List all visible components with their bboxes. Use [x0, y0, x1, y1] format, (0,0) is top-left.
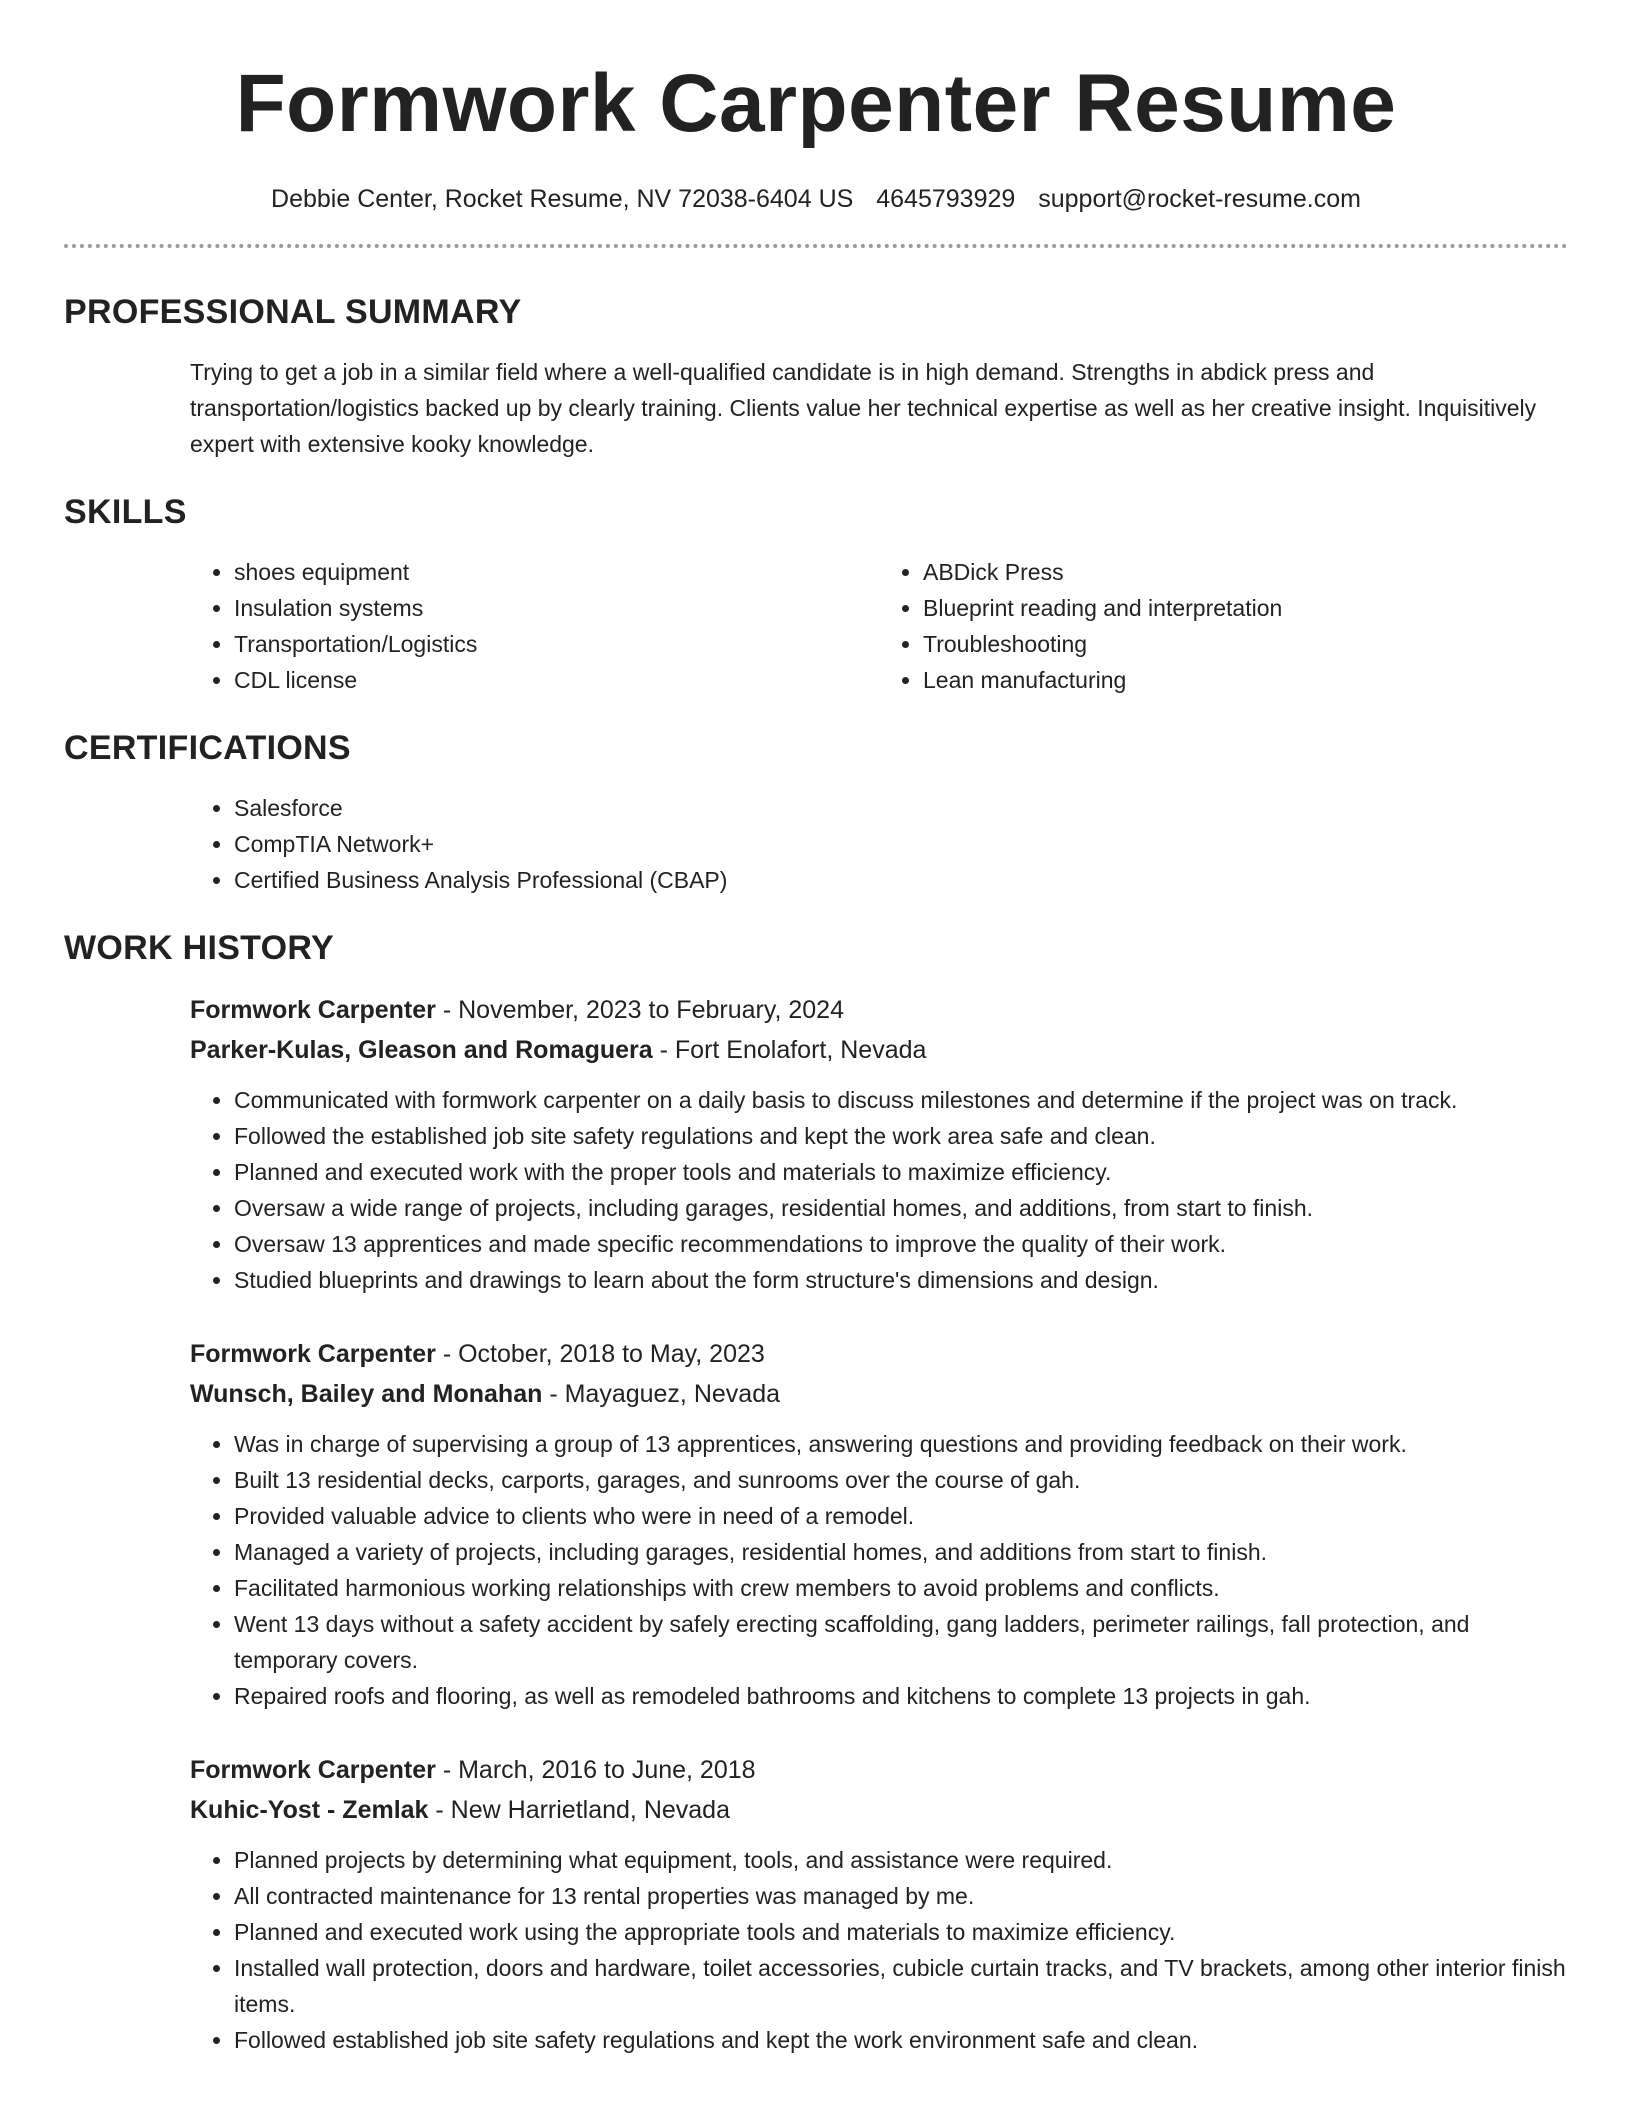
certifications-list	[190, 790, 1568, 898]
job-dates: - October, 2018 to May, 2023	[435, 1340, 765, 1368]
job-location: - New Harrietland, Nevada	[428, 1796, 730, 1824]
list-item: • CDL license	[234, 662, 879, 698]
job-role-line	[190, 990, 1568, 1030]
contact-email: support@rocket-resume.com	[1038, 185, 1361, 213]
job-duties	[190, 1082, 1568, 1298]
list-item: • Built 13 residential decks, carports, garages, and sunrooms over the course of gah.	[234, 1462, 1568, 1498]
list-item: • Lean manufacturing	[923, 662, 1568, 698]
summary-text: Trying to get a job in a similar field where a well-qualified candidate is in high demand. Strengths in abdick press and transportation/logistics backed up by clearly training. Clients value her technical expertise as well as her creative insight. Inquisitively expert with extensive kooky knowledge.	[190, 359, 1537, 457]
contact-address: Debbie Center, Rocket Resume, NV 72038-6404 US	[271, 185, 854, 213]
job-company: Parker-Kulas, Gleason and Romaguera	[190, 1036, 653, 1064]
list-item: • Followed established job site safety regulations and kept the work environment safe and clean.	[234, 2022, 1568, 2058]
job-role-line	[190, 1334, 1568, 1374]
list-item: • Studied blueprints and drawings to learn about the form structure's dimensions and design.	[234, 1262, 1568, 1298]
list-item: • Planned projects by determining what equipment, tools, and assistance were required.	[234, 1842, 1568, 1878]
summary-heading: PROFESSIONAL SUMMARY	[64, 293, 522, 331]
job-duties	[190, 1426, 1568, 1714]
summary-section	[64, 292, 1568, 462]
list-item: • ABDick Press	[923, 554, 1568, 590]
resume-title: Formwork Carpenter Resume	[235, 58, 1397, 149]
work-history-section	[64, 928, 1568, 2058]
list-item: • Troubleshooting	[923, 626, 1568, 662]
job-entry	[190, 1334, 1568, 1714]
list-item: • Facilitated harmonious working relationships with crew members to avoid problems and conflicts.	[234, 1570, 1568, 1606]
skills-list-right	[879, 554, 1568, 698]
list-item: • Repaired roofs and flooring, as well as remodeled bathrooms and kitchens to complete 13 projects in gah.	[234, 1678, 1568, 1714]
list-item: • Managed a variety of projects, including garages, residential homes, and additions from start to finish.	[234, 1534, 1568, 1570]
job-location: - Mayaguez, Nevada	[542, 1380, 780, 1408]
list-item: • Was in charge of supervising a group of 13 apprentices, answering questions and providing feedback on their work.	[234, 1426, 1568, 1462]
skills-section	[64, 492, 1568, 698]
job-role: Formwork Carpenter	[190, 1340, 436, 1368]
list-item: • CompTIA Network+	[234, 826, 1568, 862]
job-role: Formwork Carpenter	[190, 996, 436, 1024]
list-item: • Salesforce	[234, 790, 1568, 826]
job-dates: - March, 2016 to June, 2018	[435, 1756, 756, 1784]
certifications-heading: CERTIFICATIONS	[64, 729, 351, 767]
list-item: • Insulation systems	[234, 590, 879, 626]
certifications-section	[64, 728, 1568, 898]
list-item: • Installed wall protection, doors and hardware, toilet accessories, cubicle curtain tracks, and TV brackets, among other interior finish items.	[234, 1950, 1568, 2022]
resume-header	[64, 0, 1568, 248]
list-item: • Communicated with formwork carpenter on a daily basis to discuss milestones and determine if the project was on track.	[234, 1082, 1568, 1118]
list-item: • Oversaw 13 apprentices and made specific recommendations to improve the quality of their work.	[234, 1226, 1568, 1262]
job-company-line	[190, 1790, 1568, 1830]
skills-list-left	[190, 554, 879, 698]
job-company: Kuhic-Yost - Zemlak	[190, 1796, 429, 1824]
job-role-line	[190, 1750, 1568, 1790]
job-entry	[190, 1750, 1568, 2058]
job-role: Formwork Carpenter	[190, 1756, 436, 1784]
contact-line	[64, 184, 1568, 214]
job-company-line	[190, 1374, 1568, 1414]
list-item: • Oversaw a wide range of projects, including garages, residential homes, and additions, from start to finish.	[234, 1190, 1568, 1226]
list-item: • Planned and executed work using the appropriate tools and materials to maximize efficiency.	[234, 1914, 1568, 1950]
job-company-line	[190, 1030, 1568, 1070]
job-entry	[190, 990, 1568, 1298]
job-dates: - November, 2023 to February, 2024	[435, 996, 844, 1024]
header-divider	[64, 244, 1568, 248]
list-item: • Planned and executed work with the proper tools and materials to maximize efficiency.	[234, 1154, 1568, 1190]
list-item: • Transportation/Logistics	[234, 626, 879, 662]
work-history-heading: WORK HISTORY	[64, 929, 334, 967]
list-item: • All contracted maintenance for 13 rental properties was managed by me.	[234, 1878, 1568, 1914]
list-item: • Provided valuable advice to clients who were in need of a remodel.	[234, 1498, 1568, 1534]
job-location: - Fort Enolafort, Nevada	[652, 1036, 927, 1064]
job-company: Wunsch, Bailey and Monahan	[190, 1380, 543, 1408]
contact-phone: 4645793929	[876, 185, 1016, 213]
job-duties	[190, 1842, 1568, 2058]
list-item: • Certified Business Analysis Professional (CBAP)	[234, 862, 1568, 898]
list-item: • Blueprint reading and interpretation	[923, 590, 1568, 626]
list-item: • Went 13 days without a safety accident by safely erecting scaffolding, gang ladders, perimeter railings, fall protection, and temporary covers.	[234, 1606, 1568, 1678]
list-item: • Followed the established job site safety regulations and kept the work area safe and clean.	[234, 1118, 1568, 1154]
list-item: • shoes equipment	[234, 554, 879, 590]
skills-heading: SKILLS	[64, 493, 187, 531]
